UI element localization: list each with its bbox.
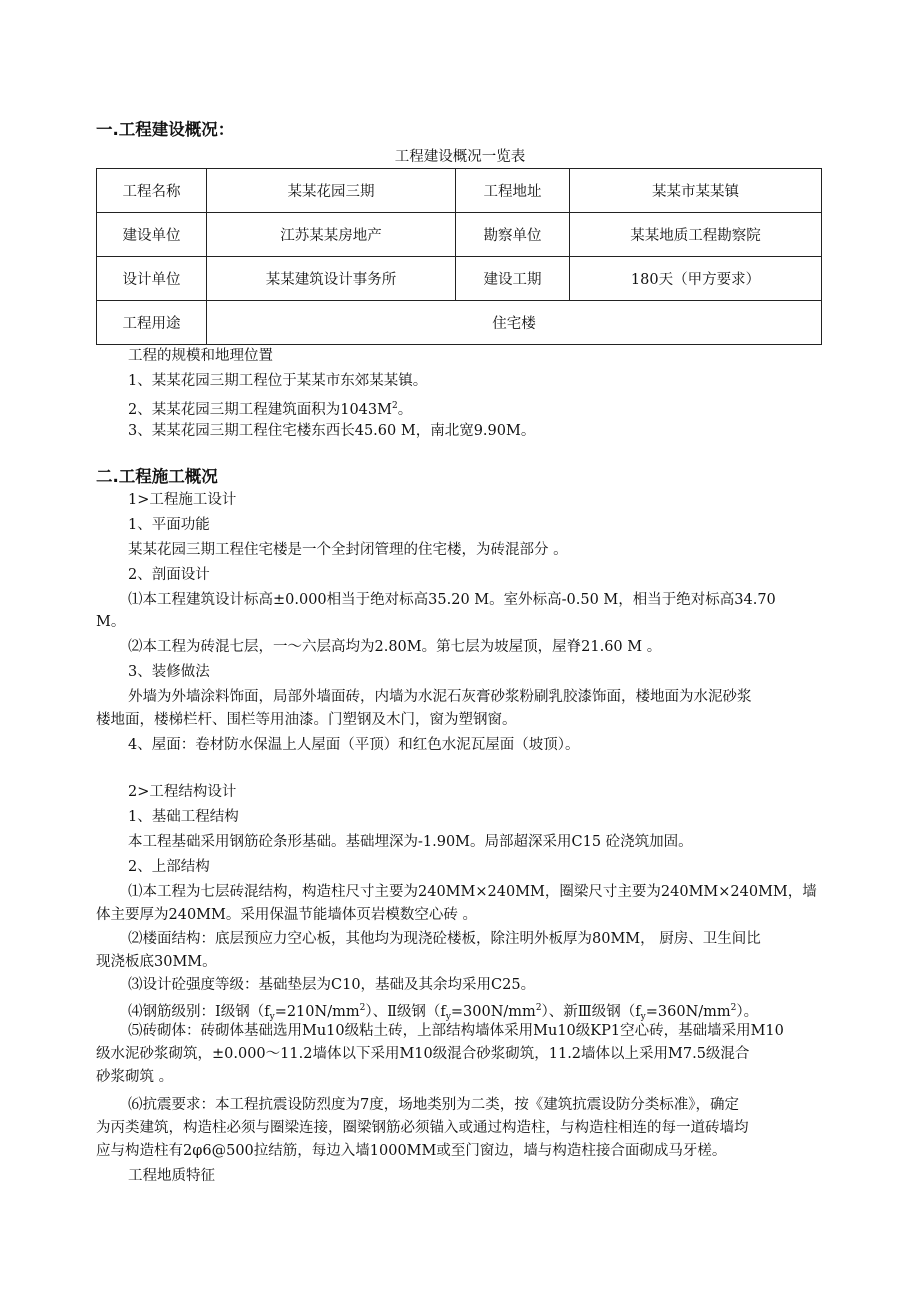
paragraph: 现浇板底30MM。 (96, 954, 217, 970)
paragraph: 4、屋面：卷材防水保温上人屋面（平顶）和红色水泥瓦屋面（坡顶）。 (128, 737, 580, 753)
paragraph: 外墙为外墙涂料饰面，局部外墙面砖，内墙为水泥石灰膏砂浆粉刷乳胶漆饰面，楼地面为水泥砂浆 (128, 689, 752, 705)
cell-label: 工程名称 (97, 169, 207, 213)
table-row (97, 301, 822, 345)
cell-label: 建设单位 (97, 213, 207, 257)
superscript: 2 (359, 1003, 366, 1013)
paragraph: ⑹抗震要求：本工程抗震设防烈度为7度，场地类别为二类，按《建筑抗震设防分类标准》，确定 (128, 1097, 739, 1113)
cell-label: 勘察单位 (456, 213, 570, 257)
text: =360N/mm (645, 1004, 731, 1020)
paragraph: 砂浆砌筑 。 (96, 1069, 174, 1085)
item-title: 3、装修做法 (128, 664, 210, 680)
subsection-title: 1>工程施工设计 (128, 492, 237, 508)
text: =210N/mm (274, 1004, 360, 1020)
scale-item: 1、某某花园三期工程位于某某市东郊某某镇。 (128, 373, 428, 389)
text: ）。 (736, 1004, 759, 1020)
cell-value: 江苏某某房地产 (207, 213, 456, 257)
superscript: 2 (391, 401, 398, 411)
table-row (97, 257, 822, 301)
paragraph: ⑸砖砌体：砖砌体基础选用Mu10级粘土砖，上部结构墙体采用Mu10级KP1空心砖，基础墙采用M10 (128, 1023, 784, 1039)
superscript: 2 (535, 1003, 542, 1013)
paragraph: 为丙类建筑，构造柱必须与圈梁连接，圈梁钢筋必须锚入或通过构造柱，与构造柱相连的每一道砖墙均 (96, 1120, 749, 1136)
item-title: 2、剖面设计 (128, 567, 210, 583)
cell-label: 设计单位 (97, 257, 207, 301)
paragraph: ⑴本工程为七层砖混结构，构造柱尺寸主要为240MM×240MM，圈梁尺寸主要为240MM×240MM，墙 (128, 884, 817, 900)
paragraph: ⑴本工程建筑设计标高±0.000相当于绝对标高35.20 M。室外标高-0.50 M，相当于绝对标高34.70 (128, 592, 776, 608)
cell-value: 某某地质工程勘察院 (570, 213, 822, 257)
table-row (97, 169, 822, 213)
cell-value: 某某市某某镇 (570, 169, 822, 213)
paragraph: 某某花园三期工程住宅楼是一个全封闭管理的住宅楼，为砖混部分 。 (128, 542, 568, 558)
paragraph: M。 (96, 614, 126, 630)
cell-value: 180天（甲方要求） (570, 257, 822, 301)
subscript: y (640, 1012, 646, 1022)
table-row (97, 213, 822, 257)
paragraph: 体主要厚为240MM。采用保温节能墙体页岩模数空心砖 。 (96, 907, 477, 923)
paragraph: ⑶设计砼强度等级：基础垫层为C10，基础及其余均采用C25。 (128, 977, 536, 993)
scale-text: 。 (397, 402, 413, 418)
text: ）、新Ⅲ级钢（f (541, 1004, 641, 1020)
subsection-title: 2>工程结构设计 (128, 784, 237, 800)
cell-label: 工程用途 (97, 301, 207, 345)
paragraph: 本工程基础采用钢筋砼条形基础。基础埋深为-1.90M。局部超深采用C15 砼浇筑加固。 (128, 834, 693, 850)
overview-table (96, 168, 822, 345)
cell-label: 建设工期 (456, 257, 570, 301)
scale-text: 2、某某花园三期工程建筑面积为1043M (128, 402, 392, 418)
cell-value: 住宅楼 (207, 301, 822, 345)
text: ）、Ⅱ级钢（f (365, 1004, 446, 1020)
section-2-heading: 二.工程施工概况 (96, 467, 218, 486)
paragraph: 楼地面，楼梯栏杆、围栏等用油漆。门塑钢及木门，窗为塑钢窗。 (96, 712, 517, 728)
item-title: 2、上部结构 (128, 859, 210, 875)
text: =300N/mm (450, 1004, 536, 1020)
cell-value: 某某建筑设计事务所 (207, 257, 456, 301)
paragraph: 应与构造柱有2φ6@500拉结筋，每边入墙1000MM或至门窗边，墙与构造柱接合面砌成马牙槎。 (96, 1143, 727, 1159)
cell-value: 某某花园三期 (207, 169, 456, 213)
item-title: 1、基础工程结构 (128, 809, 239, 825)
superscript: 2 (730, 1003, 737, 1013)
subscript: y (269, 1012, 275, 1022)
paragraph: ⑵楼面结构：底层预应力空心板，其他均为现浇砼楼板，除注明外板厚为80MM， 厨房、卫生间比 (128, 931, 761, 947)
cell-label: 工程地址 (456, 169, 570, 213)
table-caption: 工程建设概况一览表 (394, 149, 526, 165)
scale-item (96, 396, 870, 420)
paragraph: ⑵本工程为砖混七层，一～六层高均为2.80M。第七层为坡屋顶，屋脊21.60 M 。 (128, 639, 662, 655)
scale-item: 3、某某花园三期工程住宅楼东西长45.60 M，南北宽9.90M。 (128, 423, 536, 439)
scale-title: 工程的规模和地理位置 (128, 348, 273, 364)
text: ⑷钢筋级别：Ⅰ级钢（f (128, 1004, 270, 1020)
item-title: 1、平面功能 (128, 517, 210, 533)
subscript: y (445, 1012, 451, 1022)
subsection-title: 工程地质特征 (128, 1168, 215, 1184)
paragraph: 级水泥砂浆砌筑，±0.000～11.2墙体以下采用M10级混合砂浆砌筑，11.2墙体以上采用M7.5级混合 (96, 1046, 750, 1062)
section-1-heading: 一.工程建设概况： (96, 120, 235, 139)
